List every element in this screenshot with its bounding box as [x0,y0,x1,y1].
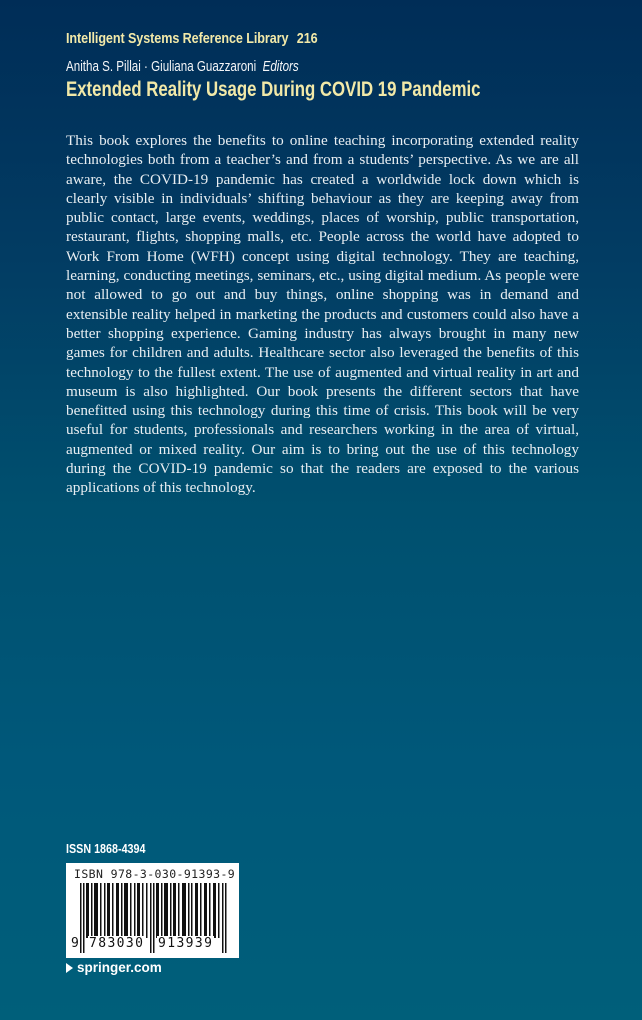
editor-names: Anitha S. Pillai · Giuliana Guazzaroni [66,59,257,75]
isbn-label: ISBN 978-3-030-91393-9 [74,867,236,881]
barcode-digits-left: 783030 [89,936,145,951]
book-description: This book explores the benefits to online teaching incorporating extended reality technologies both from a teacher’s and from a students’ perspective. As we are all aware, the COVID-19 pandemic has created a worldwide lock down which is clearly visible in individuals’ shifting behaviour as they are keeping away from public contact, large events, weddings, places of worship, public transportation, restaurant, flights, shopping malls, etc. People across the world have adopted to Work From Home (WFH) concept using digital technology. They are teaching, learning, conducting meetings, seminars, etc., using digital medium. As people were not allowed to go out and buy things, online shopping was in demand and extensible reality helped in marketing the products and customers could also have a better shopping experience. Gaming industry has always brought in many new games for children and adults. Healthcare sector also leveraged the benefits of this technology to the fullest extent. The use of augmented and virtual reality in art and museum is also highlighted. Our book presents the different sectors that have benefitted using this technology during this time of crisis. This book will be very useful for students, professionals and researchers working in the area of virtual, augmented or mixed reality. Our aim is to bring out the use of this technology during the COVID-19 pandemic so that the readers are exposed to the various applications of this technology. [66,132,579,497]
barcode-digit-lead: 9 [71,936,81,951]
isbn-barcode [66,863,239,958]
issn-label: ISSN 1868-4394 [66,842,146,856]
book-title: Extended Reality Usage During COVID 19 Pandemic [66,78,481,101]
publisher-link-label: springer.com [77,960,162,975]
barcode-digits-right: 913939 [158,936,214,951]
series-number: 216 [296,30,318,47]
play-arrow-icon [66,963,73,973]
editors-line [66,59,299,75]
editors-role: Editors [262,59,299,75]
series-line [66,30,318,47]
series-name: Intelligent Systems Reference Library [66,30,289,47]
publisher-link[interactable] [66,960,162,975]
